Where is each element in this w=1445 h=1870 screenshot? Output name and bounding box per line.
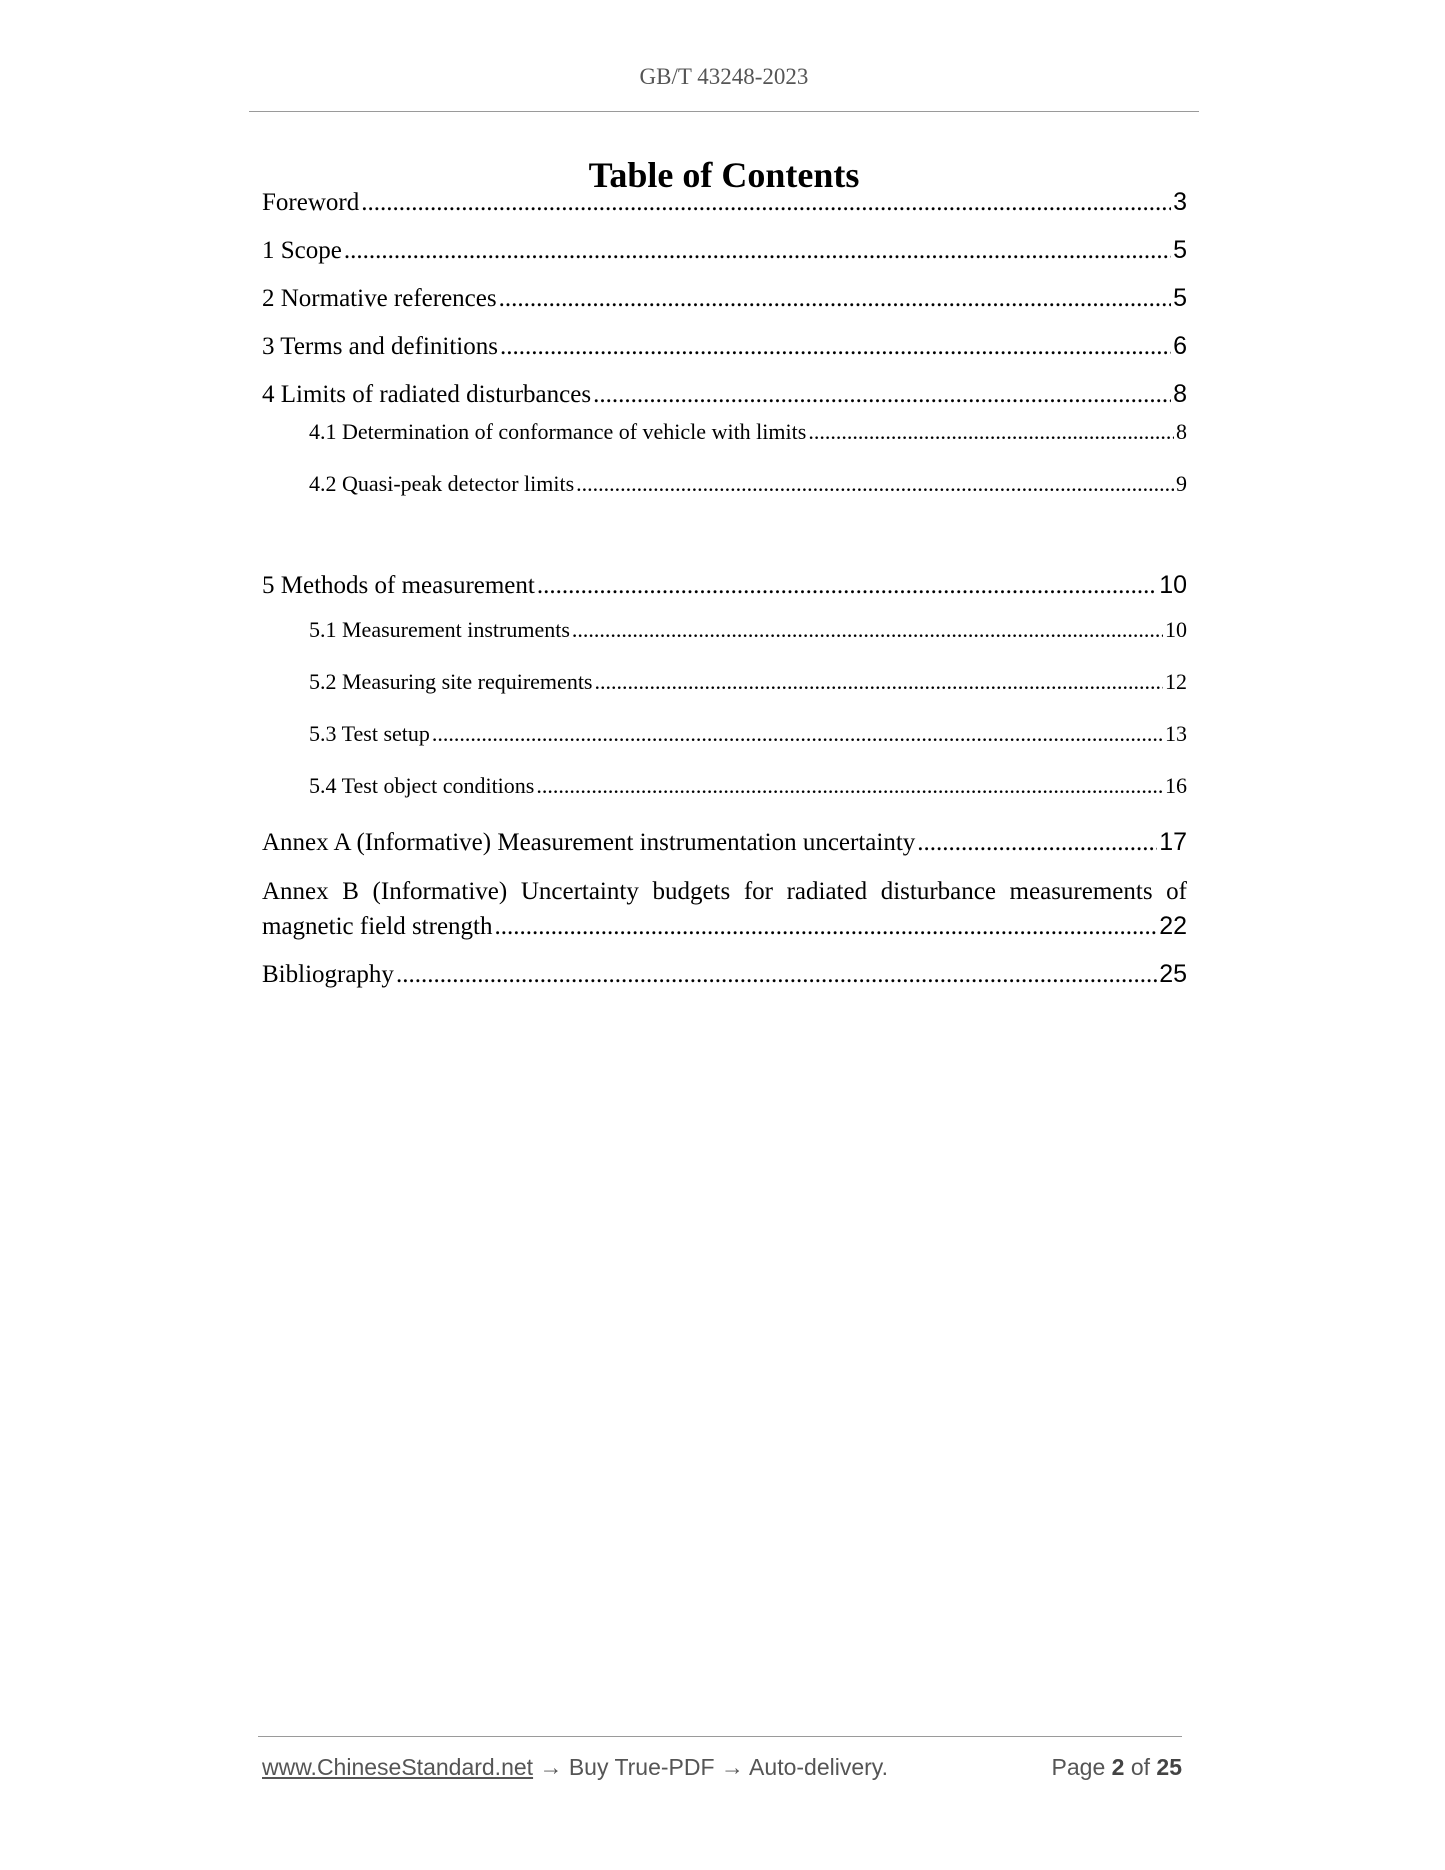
toc-leader-dots bbox=[537, 572, 1157, 600]
toc-leader-dots bbox=[499, 285, 1171, 313]
toc-entry-annex-b-line1[interactable]: Annex B (Informative) Uncertainty budgets for radiated disturbance measurements of bbox=[262, 878, 1187, 905]
toc-label: magnetic field strength bbox=[262, 913, 493, 940]
toc-page-number: 17 bbox=[1159, 828, 1187, 856]
toc-leader-dots bbox=[595, 669, 1164, 695]
toc-label: 2 Normative references bbox=[262, 285, 497, 312]
toc-page-number: 16 bbox=[1165, 773, 1187, 798]
toc-label: 5.4 Test object conditions bbox=[309, 773, 535, 798]
toc-entry-annex-b[interactable] bbox=[262, 912, 1187, 941]
toc-page-number: 12 bbox=[1165, 669, 1187, 694]
page-title: Table of Contents bbox=[588, 155, 860, 195]
toc-entry-terms-definitions[interactable] bbox=[262, 332, 1187, 361]
toc-entry-bibliography[interactable] bbox=[262, 960, 1187, 989]
toc-leader-dots bbox=[808, 419, 1174, 445]
toc-label: 5 Methods of measurement bbox=[262, 572, 535, 599]
toc-entry-4-1[interactable] bbox=[309, 419, 1187, 445]
header-doc-id: GB/T 43248-2023 bbox=[639, 64, 809, 89]
toc-leader-dots bbox=[344, 237, 1171, 265]
toc-page-number: 25 bbox=[1159, 960, 1187, 988]
toc-label: 5.1 Measurement instruments bbox=[309, 617, 570, 642]
toc-page-number: 5 bbox=[1173, 284, 1187, 312]
footer-total-pages: 25 bbox=[1156, 1754, 1182, 1780]
header-divider bbox=[249, 111, 1199, 112]
toc-leader-dots bbox=[536, 773, 1163, 799]
footer-page-word: Page bbox=[1051, 1754, 1106, 1780]
toc-page-number: 5 bbox=[1173, 236, 1187, 264]
page-footer bbox=[262, 1754, 1182, 1781]
toc-label: 4.2 Quasi-peak detector limits bbox=[309, 471, 575, 496]
footer-tagline: → Buy True-PDF → Auto-delivery. bbox=[533, 1754, 888, 1780]
toc-leader-dots bbox=[572, 617, 1163, 643]
footer-current-page: 2 bbox=[1111, 1754, 1125, 1780]
toc-page-number: 13 bbox=[1165, 721, 1187, 746]
toc-leader-dots bbox=[361, 189, 1171, 217]
toc-entry-annex-a[interactable] bbox=[262, 828, 1187, 857]
toc-label: 5.2 Measuring site requirements bbox=[309, 669, 593, 694]
footer-site-link[interactable]: www.ChineseStandard.net bbox=[262, 1754, 534, 1780]
footer-promo bbox=[262, 1754, 888, 1781]
toc-label: Foreword bbox=[262, 189, 360, 216]
toc-entry-5-1[interactable] bbox=[309, 617, 1187, 643]
toc-entry-limits[interactable] bbox=[262, 380, 1187, 409]
toc-page-number: 8 bbox=[1176, 419, 1187, 444]
toc-leader-dots bbox=[494, 913, 1157, 941]
toc-entry-methods[interactable] bbox=[262, 571, 1187, 600]
toc-leader-dots bbox=[500, 333, 1171, 361]
footer-of-word: of bbox=[1130, 1754, 1151, 1780]
toc-page-number: 10 bbox=[1165, 617, 1187, 642]
toc-label: 5.3 Test setup bbox=[309, 721, 430, 746]
toc-page-number: 8 bbox=[1173, 380, 1187, 408]
toc-leader-dots bbox=[593, 381, 1171, 409]
toc-entry-5-4[interactable] bbox=[309, 773, 1187, 799]
toc-page-number: 6 bbox=[1173, 332, 1187, 360]
toc-leader-dots bbox=[576, 471, 1174, 497]
toc-entry-4-2[interactable] bbox=[309, 471, 1187, 497]
footer-page-indicator bbox=[1052, 1754, 1182, 1781]
toc-entry-foreword[interactable] bbox=[262, 188, 1187, 217]
toc-page-number: 10 bbox=[1159, 571, 1187, 599]
toc-entry-normative-references[interactable] bbox=[262, 284, 1187, 313]
toc-label: Bibliography bbox=[262, 961, 394, 988]
footer-divider bbox=[258, 1736, 1182, 1737]
toc-label: 3 Terms and definitions bbox=[262, 333, 498, 360]
toc-label: 4 Limits of radiated disturbances bbox=[262, 381, 592, 408]
toc-label: Annex A (Informative) Measurement instrumentation uncertainty bbox=[262, 829, 916, 856]
toc-leader-dots bbox=[396, 961, 1157, 989]
toc-page-number: 9 bbox=[1176, 471, 1187, 496]
toc-label: 1 Scope bbox=[262, 237, 342, 264]
toc-entry-5-3[interactable] bbox=[309, 721, 1187, 747]
toc-entry-scope[interactable] bbox=[262, 236, 1187, 265]
toc-leader-dots bbox=[432, 721, 1163, 747]
toc-label: 4.1 Determination of conformance of vehicle with limits bbox=[309, 419, 807, 444]
toc-entry-5-2[interactable] bbox=[309, 669, 1187, 695]
toc-page-number: 22 bbox=[1159, 912, 1187, 940]
toc-leader-dots bbox=[917, 829, 1157, 857]
toc-page-number: 3 bbox=[1173, 188, 1187, 216]
